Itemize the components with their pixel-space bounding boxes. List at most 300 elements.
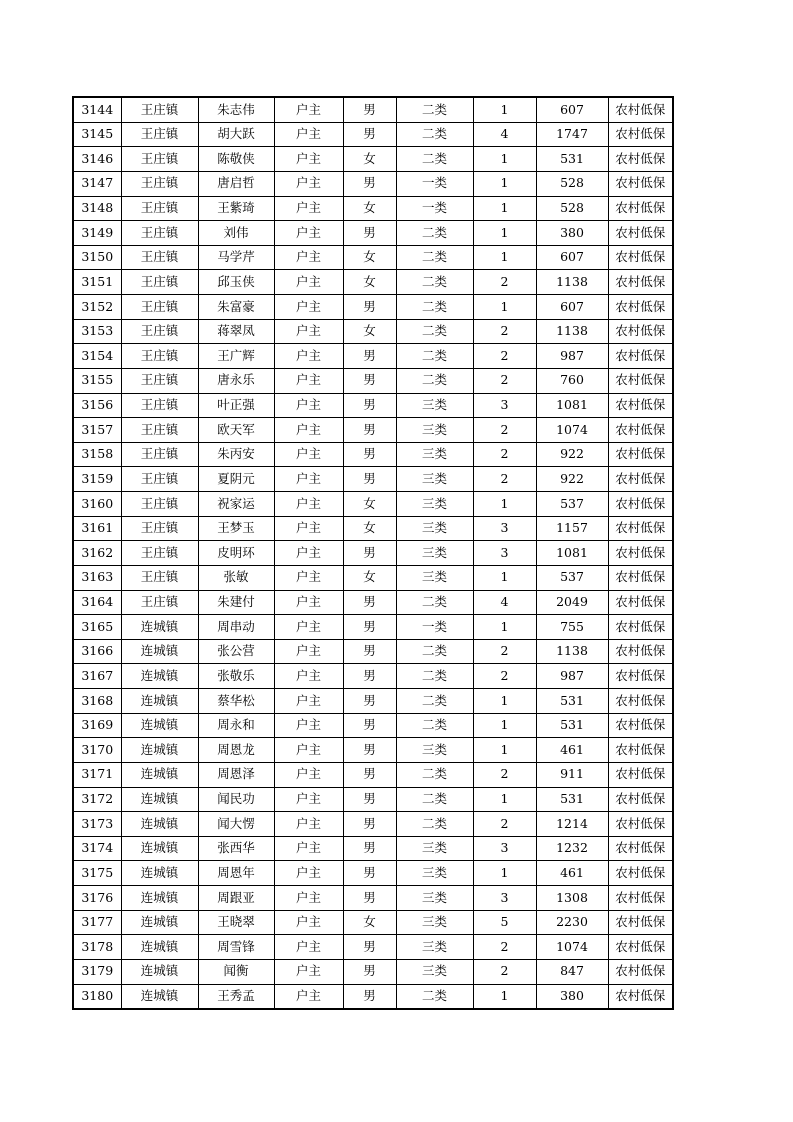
name-cell: 欧天军 bbox=[198, 418, 274, 443]
table-row bbox=[73, 467, 673, 492]
amount-cell: 987 bbox=[536, 664, 608, 689]
household-size-cell: 2 bbox=[473, 935, 536, 960]
table-row bbox=[73, 171, 673, 196]
category-cell: 三类 bbox=[396, 393, 473, 418]
town-cell: 连城镇 bbox=[121, 959, 198, 984]
category-cell: 二类 bbox=[396, 221, 473, 246]
category-cell: 二类 bbox=[396, 639, 473, 664]
amount-cell: 2230 bbox=[536, 910, 608, 935]
assistance-type-cell: 农村低保 bbox=[608, 910, 673, 935]
table-row bbox=[73, 270, 673, 295]
relation-cell: 户主 bbox=[274, 886, 343, 911]
roster-body bbox=[73, 97, 673, 1009]
amount-cell: 531 bbox=[536, 713, 608, 738]
row-number-cell: 3146 bbox=[73, 147, 121, 172]
relation-cell: 户主 bbox=[274, 713, 343, 738]
name-cell: 朱富豪 bbox=[198, 295, 274, 320]
name-cell: 唐永乐 bbox=[198, 368, 274, 393]
gender-cell: 男 bbox=[343, 738, 396, 763]
amount-cell: 537 bbox=[536, 565, 608, 590]
household-size-cell: 4 bbox=[473, 590, 536, 615]
relation-cell: 户主 bbox=[274, 664, 343, 689]
household-size-cell: 1 bbox=[473, 245, 536, 270]
table-row bbox=[73, 836, 673, 861]
relation-cell: 户主 bbox=[274, 762, 343, 787]
row-number-cell: 3155 bbox=[73, 368, 121, 393]
relation-cell: 户主 bbox=[274, 171, 343, 196]
table-row bbox=[73, 295, 673, 320]
name-cell: 邱玉侠 bbox=[198, 270, 274, 295]
gender-cell: 男 bbox=[343, 442, 396, 467]
amount-cell: 1232 bbox=[536, 836, 608, 861]
name-cell: 蔡华松 bbox=[198, 689, 274, 714]
gender-cell: 女 bbox=[343, 910, 396, 935]
category-cell: 二类 bbox=[396, 122, 473, 147]
amount-cell: 528 bbox=[536, 171, 608, 196]
household-size-cell: 1 bbox=[473, 221, 536, 246]
name-cell: 张公营 bbox=[198, 639, 274, 664]
amount-cell: 2049 bbox=[536, 590, 608, 615]
household-size-cell: 1 bbox=[473, 295, 536, 320]
assistance-type-cell: 农村低保 bbox=[608, 713, 673, 738]
table-row bbox=[73, 541, 673, 566]
town-cell: 王庄镇 bbox=[121, 344, 198, 369]
table-row bbox=[73, 344, 673, 369]
amount-cell: 1081 bbox=[536, 393, 608, 418]
category-cell: 二类 bbox=[396, 984, 473, 1009]
household-size-cell: 4 bbox=[473, 122, 536, 147]
town-cell: 连城镇 bbox=[121, 812, 198, 837]
category-cell: 三类 bbox=[396, 418, 473, 443]
town-cell: 王庄镇 bbox=[121, 319, 198, 344]
roster-table bbox=[72, 96, 674, 1010]
assistance-type-cell: 农村低保 bbox=[608, 516, 673, 541]
assistance-type-cell: 农村低保 bbox=[608, 492, 673, 517]
relation-cell: 户主 bbox=[274, 812, 343, 837]
category-cell: 一类 bbox=[396, 615, 473, 640]
gender-cell: 男 bbox=[343, 935, 396, 960]
name-cell: 朱建付 bbox=[198, 590, 274, 615]
gender-cell: 男 bbox=[343, 762, 396, 787]
name-cell: 王梦玉 bbox=[198, 516, 274, 541]
gender-cell: 男 bbox=[343, 295, 396, 320]
gender-cell: 男 bbox=[343, 689, 396, 714]
amount-cell: 461 bbox=[536, 738, 608, 763]
amount-cell: 1157 bbox=[536, 516, 608, 541]
relation-cell: 户主 bbox=[274, 787, 343, 812]
name-cell: 周跟亚 bbox=[198, 886, 274, 911]
gender-cell: 男 bbox=[343, 344, 396, 369]
category-cell: 三类 bbox=[396, 861, 473, 886]
row-number-cell: 3173 bbox=[73, 812, 121, 837]
household-size-cell: 2 bbox=[473, 319, 536, 344]
household-size-cell: 2 bbox=[473, 664, 536, 689]
gender-cell: 男 bbox=[343, 836, 396, 861]
gender-cell: 男 bbox=[343, 467, 396, 492]
table-row bbox=[73, 762, 673, 787]
town-cell: 连城镇 bbox=[121, 861, 198, 886]
town-cell: 连城镇 bbox=[121, 738, 198, 763]
assistance-type-cell: 农村低保 bbox=[608, 886, 673, 911]
amount-cell: 1214 bbox=[536, 812, 608, 837]
household-size-cell: 2 bbox=[473, 270, 536, 295]
assistance-type-cell: 农村低保 bbox=[608, 812, 673, 837]
category-cell: 二类 bbox=[396, 812, 473, 837]
name-cell: 刘伟 bbox=[198, 221, 274, 246]
table-row bbox=[73, 861, 673, 886]
assistance-type-cell: 农村低保 bbox=[608, 344, 673, 369]
household-size-cell: 2 bbox=[473, 442, 536, 467]
amount-cell: 1747 bbox=[536, 122, 608, 147]
household-size-cell: 1 bbox=[473, 787, 536, 812]
category-cell: 一类 bbox=[396, 196, 473, 221]
household-size-cell: 3 bbox=[473, 516, 536, 541]
category-cell: 三类 bbox=[396, 442, 473, 467]
table-row bbox=[73, 713, 673, 738]
town-cell: 王庄镇 bbox=[121, 492, 198, 517]
row-number-cell: 3164 bbox=[73, 590, 121, 615]
town-cell: 连城镇 bbox=[121, 787, 198, 812]
name-cell: 张敬乐 bbox=[198, 664, 274, 689]
table-row bbox=[73, 147, 673, 172]
relation-cell: 户主 bbox=[274, 97, 343, 122]
name-cell: 张西华 bbox=[198, 836, 274, 861]
relation-cell: 户主 bbox=[274, 344, 343, 369]
table-row bbox=[73, 565, 673, 590]
row-number-cell: 3166 bbox=[73, 639, 121, 664]
amount-cell: 380 bbox=[536, 221, 608, 246]
category-cell: 二类 bbox=[396, 295, 473, 320]
row-number-cell: 3169 bbox=[73, 713, 121, 738]
relation-cell: 户主 bbox=[274, 689, 343, 714]
row-number-cell: 3172 bbox=[73, 787, 121, 812]
household-size-cell: 1 bbox=[473, 738, 536, 763]
household-size-cell: 3 bbox=[473, 393, 536, 418]
assistance-type-cell: 农村低保 bbox=[608, 295, 673, 320]
relation-cell: 户主 bbox=[274, 836, 343, 861]
category-cell: 三类 bbox=[396, 467, 473, 492]
relation-cell: 户主 bbox=[274, 270, 343, 295]
gender-cell: 男 bbox=[343, 393, 396, 418]
gender-cell: 女 bbox=[343, 245, 396, 270]
amount-cell: 847 bbox=[536, 959, 608, 984]
town-cell: 王庄镇 bbox=[121, 393, 198, 418]
household-size-cell: 1 bbox=[473, 615, 536, 640]
assistance-type-cell: 农村低保 bbox=[608, 836, 673, 861]
table-row bbox=[73, 689, 673, 714]
household-size-cell: 1 bbox=[473, 492, 536, 517]
household-size-cell: 3 bbox=[473, 541, 536, 566]
assistance-type-cell: 农村低保 bbox=[608, 639, 673, 664]
name-cell: 叶正强 bbox=[198, 393, 274, 418]
gender-cell: 男 bbox=[343, 97, 396, 122]
assistance-type-cell: 农村低保 bbox=[608, 935, 673, 960]
relation-cell: 户主 bbox=[274, 541, 343, 566]
gender-cell: 男 bbox=[343, 886, 396, 911]
town-cell: 王庄镇 bbox=[121, 97, 198, 122]
relation-cell: 户主 bbox=[274, 122, 343, 147]
assistance-type-cell: 农村低保 bbox=[608, 984, 673, 1009]
gender-cell: 男 bbox=[343, 368, 396, 393]
relation-cell: 户主 bbox=[274, 984, 343, 1009]
name-cell: 胡大跃 bbox=[198, 122, 274, 147]
gender-cell: 男 bbox=[343, 664, 396, 689]
household-size-cell: 2 bbox=[473, 639, 536, 664]
name-cell: 王晓翠 bbox=[198, 910, 274, 935]
household-size-cell: 2 bbox=[473, 959, 536, 984]
gender-cell: 女 bbox=[343, 147, 396, 172]
amount-cell: 531 bbox=[536, 147, 608, 172]
amount-cell: 1138 bbox=[536, 270, 608, 295]
name-cell: 周恩泽 bbox=[198, 762, 274, 787]
household-size-cell: 3 bbox=[473, 886, 536, 911]
gender-cell: 女 bbox=[343, 270, 396, 295]
table-row bbox=[73, 418, 673, 443]
assistance-type-cell: 农村低保 bbox=[608, 147, 673, 172]
assistance-type-cell: 农村低保 bbox=[608, 664, 673, 689]
table-row bbox=[73, 935, 673, 960]
name-cell: 闻衡 bbox=[198, 959, 274, 984]
amount-cell: 911 bbox=[536, 762, 608, 787]
name-cell: 闻大愣 bbox=[198, 812, 274, 837]
assistance-type-cell: 农村低保 bbox=[608, 565, 673, 590]
row-number-cell: 3151 bbox=[73, 270, 121, 295]
name-cell: 张敏 bbox=[198, 565, 274, 590]
relation-cell: 户主 bbox=[274, 245, 343, 270]
assistance-type-cell: 农村低保 bbox=[608, 541, 673, 566]
table-row bbox=[73, 812, 673, 837]
category-cell: 二类 bbox=[396, 319, 473, 344]
assistance-type-cell: 农村低保 bbox=[608, 393, 673, 418]
assistance-type-cell: 农村低保 bbox=[608, 738, 673, 763]
assistance-type-cell: 农村低保 bbox=[608, 319, 673, 344]
town-cell: 王庄镇 bbox=[121, 467, 198, 492]
row-number-cell: 3156 bbox=[73, 393, 121, 418]
gender-cell: 男 bbox=[343, 590, 396, 615]
table-row bbox=[73, 196, 673, 221]
category-cell: 二类 bbox=[396, 270, 473, 295]
table-row bbox=[73, 393, 673, 418]
category-cell: 二类 bbox=[396, 147, 473, 172]
relation-cell: 户主 bbox=[274, 467, 343, 492]
town-cell: 王庄镇 bbox=[121, 590, 198, 615]
town-cell: 连城镇 bbox=[121, 615, 198, 640]
household-size-cell: 1 bbox=[473, 97, 536, 122]
town-cell: 王庄镇 bbox=[121, 221, 198, 246]
gender-cell: 男 bbox=[343, 812, 396, 837]
amount-cell: 922 bbox=[536, 467, 608, 492]
gender-cell: 男 bbox=[343, 122, 396, 147]
household-size-cell: 1 bbox=[473, 861, 536, 886]
assistance-type-cell: 农村低保 bbox=[608, 615, 673, 640]
amount-cell: 1308 bbox=[536, 886, 608, 911]
town-cell: 王庄镇 bbox=[121, 541, 198, 566]
amount-cell: 755 bbox=[536, 615, 608, 640]
name-cell: 夏阴元 bbox=[198, 467, 274, 492]
name-cell: 周串动 bbox=[198, 615, 274, 640]
table-row bbox=[73, 319, 673, 344]
table-row bbox=[73, 738, 673, 763]
row-number-cell: 3149 bbox=[73, 221, 121, 246]
town-cell: 王庄镇 bbox=[121, 418, 198, 443]
category-cell: 二类 bbox=[396, 590, 473, 615]
table-row bbox=[73, 442, 673, 467]
relation-cell: 户主 bbox=[274, 639, 343, 664]
town-cell: 王庄镇 bbox=[121, 171, 198, 196]
relation-cell: 户主 bbox=[274, 492, 343, 517]
town-cell: 连城镇 bbox=[121, 689, 198, 714]
gender-cell: 男 bbox=[343, 615, 396, 640]
name-cell: 王广辉 bbox=[198, 344, 274, 369]
town-cell: 王庄镇 bbox=[121, 245, 198, 270]
assistance-type-cell: 农村低保 bbox=[608, 270, 673, 295]
gender-cell: 男 bbox=[343, 221, 396, 246]
gender-cell: 男 bbox=[343, 171, 396, 196]
category-cell: 三类 bbox=[396, 541, 473, 566]
gender-cell: 男 bbox=[343, 418, 396, 443]
row-number-cell: 3174 bbox=[73, 836, 121, 861]
table-row bbox=[73, 97, 673, 122]
town-cell: 王庄镇 bbox=[121, 270, 198, 295]
assistance-type-cell: 农村低保 bbox=[608, 861, 673, 886]
household-size-cell: 1 bbox=[473, 171, 536, 196]
town-cell: 王庄镇 bbox=[121, 147, 198, 172]
row-number-cell: 3150 bbox=[73, 245, 121, 270]
assistance-type-cell: 农村低保 bbox=[608, 245, 673, 270]
name-cell: 周恩年 bbox=[198, 861, 274, 886]
household-size-cell: 2 bbox=[473, 368, 536, 393]
amount-cell: 987 bbox=[536, 344, 608, 369]
table-row bbox=[73, 122, 673, 147]
category-cell: 一类 bbox=[396, 171, 473, 196]
town-cell: 王庄镇 bbox=[121, 196, 198, 221]
gender-cell: 女 bbox=[343, 516, 396, 541]
gender-cell: 女 bbox=[343, 492, 396, 517]
category-cell: 三类 bbox=[396, 959, 473, 984]
household-size-cell: 2 bbox=[473, 344, 536, 369]
gender-cell: 男 bbox=[343, 787, 396, 812]
town-cell: 王庄镇 bbox=[121, 295, 198, 320]
relation-cell: 户主 bbox=[274, 196, 343, 221]
gender-cell: 女 bbox=[343, 319, 396, 344]
relation-cell: 户主 bbox=[274, 319, 343, 344]
amount-cell: 528 bbox=[536, 196, 608, 221]
town-cell: 王庄镇 bbox=[121, 122, 198, 147]
row-number-cell: 3158 bbox=[73, 442, 121, 467]
row-number-cell: 3144 bbox=[73, 97, 121, 122]
household-size-cell: 1 bbox=[473, 713, 536, 738]
relation-cell: 户主 bbox=[274, 418, 343, 443]
town-cell: 连城镇 bbox=[121, 713, 198, 738]
household-size-cell: 1 bbox=[473, 147, 536, 172]
amount-cell: 1138 bbox=[536, 319, 608, 344]
category-cell: 二类 bbox=[396, 368, 473, 393]
row-number-cell: 3177 bbox=[73, 910, 121, 935]
amount-cell: 380 bbox=[536, 984, 608, 1009]
assistance-type-cell: 农村低保 bbox=[608, 122, 673, 147]
assistance-type-cell: 农村低保 bbox=[608, 418, 673, 443]
row-number-cell: 3178 bbox=[73, 935, 121, 960]
household-size-cell: 5 bbox=[473, 910, 536, 935]
name-cell: 周雪锋 bbox=[198, 935, 274, 960]
amount-cell: 461 bbox=[536, 861, 608, 886]
category-cell: 二类 bbox=[396, 762, 473, 787]
amount-cell: 1074 bbox=[536, 935, 608, 960]
row-number-cell: 3147 bbox=[73, 171, 121, 196]
assistance-type-cell: 农村低保 bbox=[608, 442, 673, 467]
category-cell: 二类 bbox=[396, 664, 473, 689]
name-cell: 闻民功 bbox=[198, 787, 274, 812]
relation-cell: 户主 bbox=[274, 221, 343, 246]
row-number-cell: 3152 bbox=[73, 295, 121, 320]
table-row bbox=[73, 959, 673, 984]
relation-cell: 户主 bbox=[274, 738, 343, 763]
table-row bbox=[73, 910, 673, 935]
table-row bbox=[73, 886, 673, 911]
household-size-cell: 1 bbox=[473, 565, 536, 590]
amount-cell: 1081 bbox=[536, 541, 608, 566]
gender-cell: 男 bbox=[343, 639, 396, 664]
amount-cell: 531 bbox=[536, 787, 608, 812]
amount-cell: 607 bbox=[536, 295, 608, 320]
row-number-cell: 3167 bbox=[73, 664, 121, 689]
category-cell: 三类 bbox=[396, 935, 473, 960]
category-cell: 二类 bbox=[396, 344, 473, 369]
household-size-cell: 1 bbox=[473, 984, 536, 1009]
town-cell: 连城镇 bbox=[121, 984, 198, 1009]
name-cell: 祝家运 bbox=[198, 492, 274, 517]
row-number-cell: 3145 bbox=[73, 122, 121, 147]
category-cell: 三类 bbox=[396, 738, 473, 763]
amount-cell: 1138 bbox=[536, 639, 608, 664]
town-cell: 王庄镇 bbox=[121, 565, 198, 590]
table-row bbox=[73, 639, 673, 664]
household-size-cell: 2 bbox=[473, 467, 536, 492]
name-cell: 王紫琦 bbox=[198, 196, 274, 221]
assistance-type-cell: 农村低保 bbox=[608, 689, 673, 714]
amount-cell: 922 bbox=[536, 442, 608, 467]
town-cell: 连城镇 bbox=[121, 836, 198, 861]
household-size-cell: 1 bbox=[473, 196, 536, 221]
row-number-cell: 3153 bbox=[73, 319, 121, 344]
amount-cell: 531 bbox=[536, 689, 608, 714]
row-number-cell: 3170 bbox=[73, 738, 121, 763]
amount-cell: 1074 bbox=[536, 418, 608, 443]
town-cell: 王庄镇 bbox=[121, 368, 198, 393]
relation-cell: 户主 bbox=[274, 590, 343, 615]
category-cell: 二类 bbox=[396, 787, 473, 812]
household-size-cell: 3 bbox=[473, 836, 536, 861]
row-number-cell: 3157 bbox=[73, 418, 121, 443]
table-row bbox=[73, 516, 673, 541]
relation-cell: 户主 bbox=[274, 295, 343, 320]
town-cell: 连城镇 bbox=[121, 664, 198, 689]
town-cell: 连城镇 bbox=[121, 886, 198, 911]
row-number-cell: 3171 bbox=[73, 762, 121, 787]
row-number-cell: 3168 bbox=[73, 689, 121, 714]
table-row bbox=[73, 664, 673, 689]
row-number-cell: 3148 bbox=[73, 196, 121, 221]
household-size-cell: 2 bbox=[473, 762, 536, 787]
relation-cell: 户主 bbox=[274, 910, 343, 935]
category-cell: 三类 bbox=[396, 836, 473, 861]
relation-cell: 户主 bbox=[274, 368, 343, 393]
row-number-cell: 3163 bbox=[73, 565, 121, 590]
category-cell: 三类 bbox=[396, 565, 473, 590]
assistance-type-cell: 农村低保 bbox=[608, 590, 673, 615]
household-size-cell: 2 bbox=[473, 418, 536, 443]
assistance-type-cell: 农村低保 bbox=[608, 196, 673, 221]
